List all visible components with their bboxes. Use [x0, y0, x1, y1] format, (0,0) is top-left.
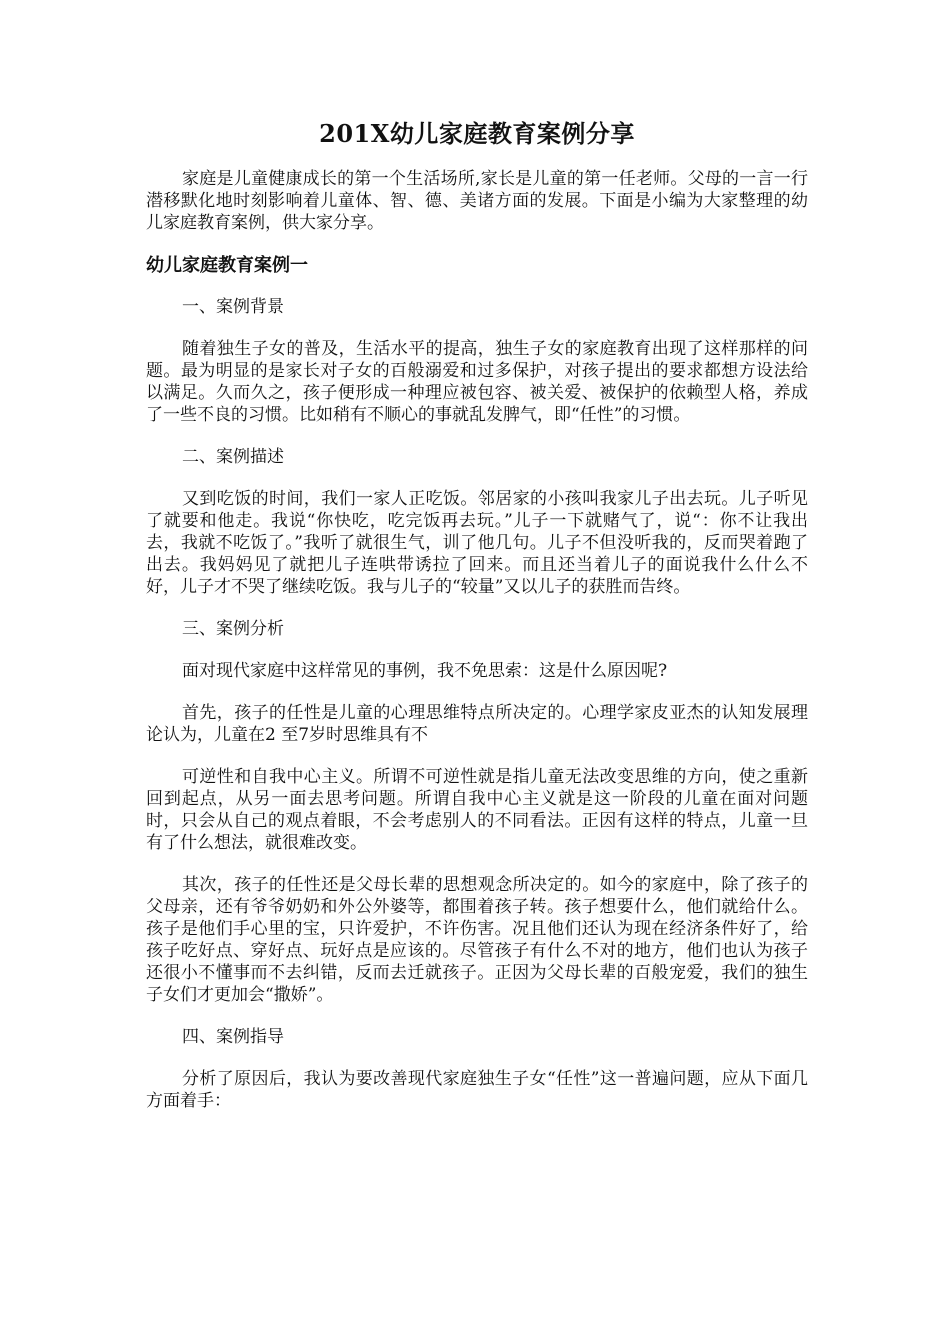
guidance-paragraph: 分析了原因后，我认为要改善现代家庭独生子女“任性”这一普遍问题，应从下面几方面着手：	[146, 1069, 808, 1111]
subheading-analysis: 三、案例分析	[182, 619, 284, 639]
analysis-paragraph-4: 其次，孩子的任性还是父母长辈的思想观念所决定的。如今的家庭中，除了孩子的父母亲，还有爷爷奶奶和外公外婆等，都围着孩子转。孩子想要什么，他们就给什么。孩子是他们手心里的宝，只许爱护，不许伤害。况且他们还认为现在经济条件好了，给孩子吃好点、穿好点、玩好点是应该的。尽管孩子有什么不对的地方，他们也认为孩子还很小不懂事而不去纠错，反而去迁就孩子。正因为父母长辈的百般宠爱，我们的独生子女们才更加会“撒娇”。	[146, 875, 808, 1005]
section-heading-case-one: 幼儿家庭教育案例一	[146, 255, 308, 276]
intro-paragraph: 家庭是儿童健康成长的第一个生活场所,家长是儿童的第一任老师。父母的一言一行潜移默化地时刻影响着儿童体、智、德、美诸方面的发展。下面是小编为大家整理的幼儿家庭教育案例，供大家分享。	[146, 169, 808, 233]
subheading-description: 二、案例描述	[182, 447, 284, 467]
subheading-background: 一、案例背景	[182, 297, 284, 317]
document-title: 201X幼儿家庭教育案例分享	[319, 119, 635, 148]
background-paragraph: 随着独生子女的普及，生活水平的提高，独生子女的家庭教育出现了这样那样的问题。最为明显的是家长对子女的百般溺爱和过多保护，对孩子提出的要求都想方设法给以满足。久而久之，孩子便形成一种理应被包容、被关爱、被保护的依赖型人格，养成了一些不良的习惯。比如稍有不顺心的事就乱发脾气，即“任性”的习惯。	[146, 339, 808, 425]
document-body	[146, 118, 808, 1112]
analysis-paragraph-2: 首先，孩子的任性是儿童的心理思维特点所决定的。心理学家皮亚杰的认知发展理论认为，儿童在2 至7岁时思维具有不	[146, 703, 808, 745]
subheading-guidance: 四、案例指导	[182, 1027, 284, 1047]
analysis-paragraph-1: 面对现代家庭中这样常见的事例，我不免思索：这是什么原因呢?	[182, 661, 668, 681]
description-paragraph: 又到吃饭的时间，我们一家人正吃饭。邻居家的小孩叫我家儿子出去玩。儿子听见了就要和他走。我说“你快吃，吃完饭再去玩。”儿子一下就赌气了，说“：你不让我出去，我就不吃饭了。”我听了就很生气，训了他几句。儿子不但没听我的，反而哭着跑了出去。我妈妈见了就把儿子连哄带诱拉了回来。而且还当着儿子的面说我什么什么不好，儿子才不哭了继续吃饭。我与儿子的“较量”又以儿子的获胜而告终。	[146, 489, 808, 597]
analysis-paragraph-3: 可逆性和自我中心主义。所谓不可逆性就是指儿童无法改变思维的方向，使之重新回到起点，从另一面去思考问题。所谓自我中心主义就是这一阶段的儿童在面对问题时，只会从自己的观点着眼，不会考虑别人的不同看法。正因有这样的特点，儿童一旦有了什么想法，就很难改变。	[146, 767, 808, 853]
